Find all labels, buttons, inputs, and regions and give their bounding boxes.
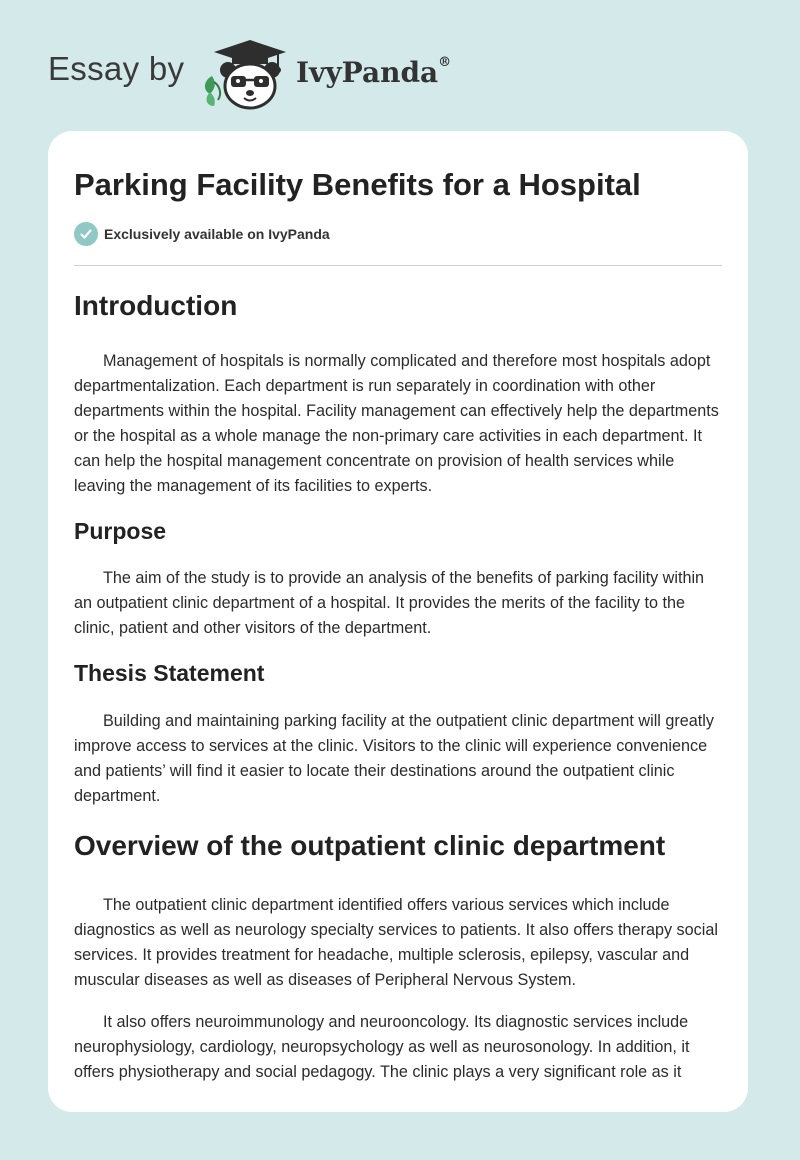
ivypanda-logo-icon[interactable] [198,36,292,112]
brand-prefix: Essay by [48,50,185,87]
paragraph: It also offers neuroimmunology and neurooncology. Its diagnostic services include neurophysiology, cardiology, neuropsychology as well as neurosonology. In addition, it offers physiotherapy and social pedagogy. The clinic plays a very significant role as it [74,1013,690,1081]
section-heading-purpose: Purpose [74,518,167,544]
paragraph: Building and maintaining parking facility at the outpatient clinic department will greatly improve access to services at the clinic. Visitors to the clinic will experience convenience and patients’ will find it easier to locate their destinations around the outpatient clinic department. [74,712,714,805]
section-heading-overview: Overview of the outpatient clinic department [74,830,666,861]
brand-name[interactable]: IvyPanda® [296,54,452,89]
exclusive-badge [74,221,722,247]
paragraph: The outpatient clinic department identified offers various services which include diagnostics as well as neurology specialty services to patients. It also offers therapy social services. It provides treatment for headache, multiple sclerosis, epilepsy, vascular and muscular diseases as well as diseases of Peripheral Nervous System. [74,896,718,989]
check-icon [74,222,98,246]
section-heading-thesis: Thesis Statement [74,660,265,686]
divider [74,265,722,266]
badge-text: Exclusively available on IvyPanda [104,226,330,242]
page-title: Parking Facility Benefits for a Hospital [74,167,641,202]
paragraph: Management of hospitals is normally complicated and therefore most hospitals adopt departmentalization. Each department is run separately in coordination with other departments within the hospital. Facility management can effectively help the departments or the hospital as a whole manage the non-primary care activities in each department. It can help the hospital management concentrate on provision of health services while leaving the management of its facilities to experts. [74,352,719,495]
section-heading-introduction: Introduction [74,290,238,321]
site-header [0,0,800,130]
paragraph: The aim of the study is to provide an analysis of the benefits of parking facility within an outpatient clinic department of a hospital. It provides the merits of the facility to the clinic, patient and other visitors of the department. [74,569,705,637]
essay-card [48,131,748,1112]
